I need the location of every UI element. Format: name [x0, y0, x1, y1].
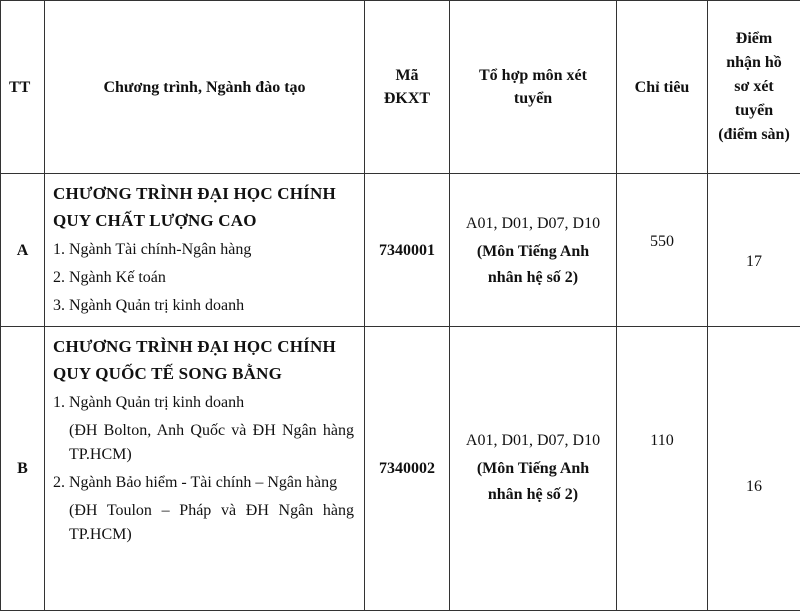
header-code: [365, 1, 450, 174]
header-code-text: Mã ĐKXT: [383, 64, 431, 110]
row-a-tt: A: [1, 174, 45, 327]
row-b-quota: [617, 327, 708, 611]
list-item: 2. Ngành Kế toán: [53, 266, 354, 290]
combo-note: (Môn Tiếng Anh nhân hệ số 2): [450, 456, 616, 508]
table-header-row: [1, 1, 800, 174]
table-row: [1, 327, 800, 611]
list-item: 1. Ngành Quản trị kinh doanh: [53, 391, 354, 415]
list-item: 3. Ngành Quản trị kinh doanh: [53, 294, 354, 318]
row-a-combo: [450, 174, 617, 327]
header-tt: TT: [1, 1, 45, 174]
header-combo-text: Tổ hợp môn xét tuyển: [478, 64, 588, 110]
combo-note: (Môn Tiếng Anh nhân hệ số 2): [450, 239, 616, 291]
table-row: [1, 174, 800, 327]
header-quota: Chỉ tiêu: [617, 1, 708, 174]
row-a-quota-value: 550: [617, 230, 707, 253]
header-score-text: Điểm nhận hồ sơ xét tuyển (điểm sàn): [717, 27, 791, 147]
list-item: 1. Ngành Tài chính-Ngân hàng: [53, 238, 354, 262]
row-b-code: 7340002: [365, 327, 450, 611]
row-b-score-value: 16: [708, 475, 800, 498]
combo-subjects: A01, D01, D07, D10: [450, 212, 616, 235]
header-combo: [450, 1, 617, 174]
combo-subjects: A01, D01, D07, D10: [450, 429, 616, 452]
program-title: CHƯƠNG TRÌNH ĐẠI HỌC CHÍNH QUY QUỐC TẾ SONG BẰNG: [53, 333, 354, 387]
row-a-score: [708, 174, 800, 327]
list-item-note: (ĐH Bolton, Anh Quốc và ĐH Ngân hàng TP.HCM): [53, 419, 354, 467]
row-b-quota-value: 110: [617, 429, 707, 452]
row-b-tt: B: [1, 327, 45, 611]
list-item-note: (ĐH Toulon – Pháp và ĐH Ngân hàng TP.HCM): [53, 499, 354, 547]
program-title: CHƯƠNG TRÌNH ĐẠI HỌC CHÍNH QUY CHẤT LƯỢNG CAO: [53, 180, 354, 234]
list-item: 2. Ngành Bảo hiểm - Tài chính – Ngân hàng: [53, 471, 354, 495]
row-a-quota: [617, 174, 708, 327]
row-b-score: [708, 327, 800, 611]
row-b-combo: [450, 327, 617, 611]
row-a-code: 7340001: [365, 174, 450, 327]
row-a-program: [45, 174, 365, 327]
header-program: Chương trình, Ngành đào tạo: [45, 1, 365, 174]
header-score: [708, 1, 800, 174]
row-b-program: [45, 327, 365, 611]
row-a-score-value: 17: [708, 250, 800, 273]
